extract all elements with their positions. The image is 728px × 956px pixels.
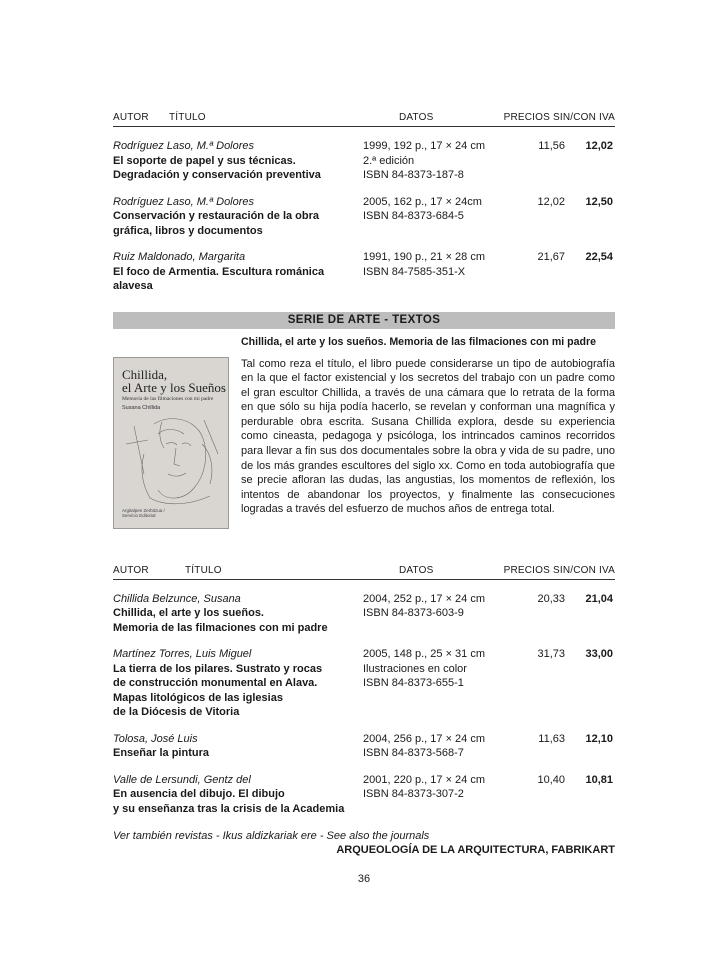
book-data-line: ISBN 84-8373-603-9	[363, 607, 464, 619]
header-precios: PRECIOS SIN/CON IVA	[503, 564, 615, 576]
catalog-page	[113, 108, 615, 885]
table-header	[113, 561, 615, 580]
book-data-line: 2005, 148 p., 25 × 31 cm	[363, 648, 486, 660]
portrait-sketch-icon	[114, 414, 228, 506]
cover-publisher: Argitalpen Zerbitzua / Servicio Editorial	[122, 507, 165, 518]
header-autor: AUTOR	[113, 564, 149, 576]
book-title-line: Conservación y restauración de la obra	[113, 210, 320, 222]
price-with-vat: 12,10	[585, 732, 613, 745]
book-data-line: ISBN 84-8373-684-5	[363, 210, 464, 222]
book-data-line: 2005, 162 p., 17 × 24cm	[363, 195, 482, 208]
featured-description: Tal como reza el título, el libro puede considerarse un tipo de autobiografía en la que el factor existencial y los secretos del trabajo con un padre como el gran escultor Chillida, a través de una cámara que lo retrata de la forma en que sólo su hija podía hacerlo, se revelan y conforman una magnífica y perdurable obra escrita. Susana Chillida explora, desde su experiencia como cineasta, pedagoga y psicóloga, los intrincados caminos recorridos para llevar a fin sus dos documentales sobre la obra y vida de su padre, uno de los más grandes escultores del siglo xx. Como en toda autobiografía que se precie afloran las dudas, las angustias, los momentos de reflexión, los intentos de abandonar los proyectos, y finalmente las consecuciones logradas a través del esfuerzo de muchos años de entrega total.	[241, 357, 615, 516]
book-data-line: ISBN 84-7585-351-X	[363, 265, 466, 278]
book-title-line: El soporte de papel y sus técnicas.	[113, 154, 296, 167]
book-cover-image	[113, 357, 229, 529]
header-precios: PRECIOS SIN/CON IVA	[503, 112, 615, 123]
book-data-line: ISBN 84-8373-307-2	[363, 788, 464, 800]
price-without-vat: 11,56	[538, 140, 565, 152]
cover-title-line: Chillida,	[122, 366, 168, 382]
book-title-line: En ausencia del dibujo. El dibujo	[113, 788, 285, 800]
price-without-vat: 11,63	[538, 732, 565, 745]
book-data-line: 2.ª edición	[363, 154, 415, 167]
featured-title: Chillida, el arte y los sueños. Memoria de las filmaciones con mi padre	[241, 335, 597, 348]
price-without-vat: 12,02	[537, 195, 565, 208]
price-with-vat: 12,50	[585, 195, 613, 208]
book-author: Rodríguez Laso, M.ª Dolores	[113, 195, 255, 208]
header-datos: DATOS	[399, 564, 434, 576]
cover-subtitle: Memoria de las filmaciones con mi padre	[122, 395, 214, 402]
book-title-line: Enseñar la pintura	[113, 747, 209, 759]
header-titulo: TÍTULO	[185, 564, 222, 576]
cover-author: Susana Chillida	[122, 404, 161, 411]
cover-title	[122, 368, 226, 394]
book-title-line: El foco de Armentia. Escultura románica	[113, 265, 325, 278]
price-with-vat: 33,00	[585, 648, 613, 660]
page-number: 36	[357, 873, 371, 885]
see-also-journals: ARQUEOLOGÍA DE LA ARQUITECTURA, FABRIKART	[336, 843, 615, 856]
book-author: Martínez Torres, Luis Miguel	[113, 648, 252, 660]
price-without-vat: 20,33	[537, 592, 565, 605]
book-author: Rodríguez Laso, M.ª Dolores	[113, 140, 255, 152]
see-also-text: Ver también revistas - Ikus aldizkariak ere - See also the journals	[113, 830, 430, 842]
book-data-line: 2004, 256 p., 17 × 24 cm	[363, 732, 486, 745]
book-title-line: alavesa	[113, 280, 153, 292]
price-without-vat: 10,40	[537, 773, 565, 786]
book-data-line: 1991, 190 p., 21 × 28 cm	[363, 251, 486, 263]
book-entry	[113, 195, 615, 239]
book-entry	[113, 647, 615, 720]
book-data-line: 2001, 220 p., 17 × 24 cm	[363, 773, 486, 786]
book-author: Tolosa, José Luis	[113, 732, 198, 745]
book-title-line: Mapas litológicos de las iglesias	[113, 691, 283, 704]
cover-title-line: el Arte y los Sueños	[122, 379, 226, 395]
featured-book	[113, 335, 615, 547]
book-title-line: La tierra de los pilares. Sustrato y rocas	[113, 662, 323, 675]
price-with-vat: 10,81	[585, 773, 613, 786]
book-entry	[113, 139, 615, 183]
price-with-vat: 12,02	[585, 140, 613, 152]
header-autor: AUTOR	[113, 112, 149, 123]
book-data-line: 1999, 192 p., 17 × 24 cm	[363, 140, 486, 152]
book-entry	[113, 250, 615, 294]
book-entry	[113, 773, 615, 817]
book-title-line: y su enseñanza tras la crisis de la Academia	[113, 802, 345, 815]
book-entry	[113, 732, 615, 761]
book-data-line: 2004, 252 p., 17 × 24 cm	[363, 592, 486, 605]
book-author: Ruiz Maldonado, Margarita	[113, 251, 246, 263]
book-data-line: Ilustraciones en color	[363, 662, 467, 675]
price-without-vat: 31,73	[537, 648, 565, 660]
book-title-line: gráfica, libros y documentos	[113, 224, 263, 237]
price-with-vat: 21,04	[585, 592, 613, 605]
book-title-line: Chillida, el arte y los sueños.	[113, 607, 264, 619]
book-author: Chillida Belzunce, Susana	[113, 592, 241, 605]
header-datos: DATOS	[399, 112, 434, 123]
book-title-line: de construcción monumental en Alava.	[113, 677, 318, 689]
book-entry	[113, 592, 615, 636]
book-title-line: de la Diócesis de Vitoria	[113, 706, 240, 718]
series-banner: SERIE DE ARTE - TEXTOS	[113, 312, 615, 329]
book-data-line: ISBN 84-8373-568-7	[363, 747, 464, 759]
book-title-line: Memoria de las filmaciones con mi padre	[113, 621, 328, 634]
see-also	[113, 830, 615, 857]
price-without-vat: 21,67	[537, 251, 565, 263]
table-header	[113, 108, 615, 127]
book-title-line: Degradación y conservación preventiva	[113, 169, 321, 181]
header-titulo: TÍTULO	[169, 112, 206, 123]
price-with-vat: 22,54	[585, 251, 613, 263]
book-data-line: ISBN 84-8373-187-8	[363, 169, 464, 181]
book-data-line: ISBN 84-8373-655-1	[363, 677, 464, 689]
book-author: Valle de Lersundi, Gentz del	[113, 773, 251, 786]
